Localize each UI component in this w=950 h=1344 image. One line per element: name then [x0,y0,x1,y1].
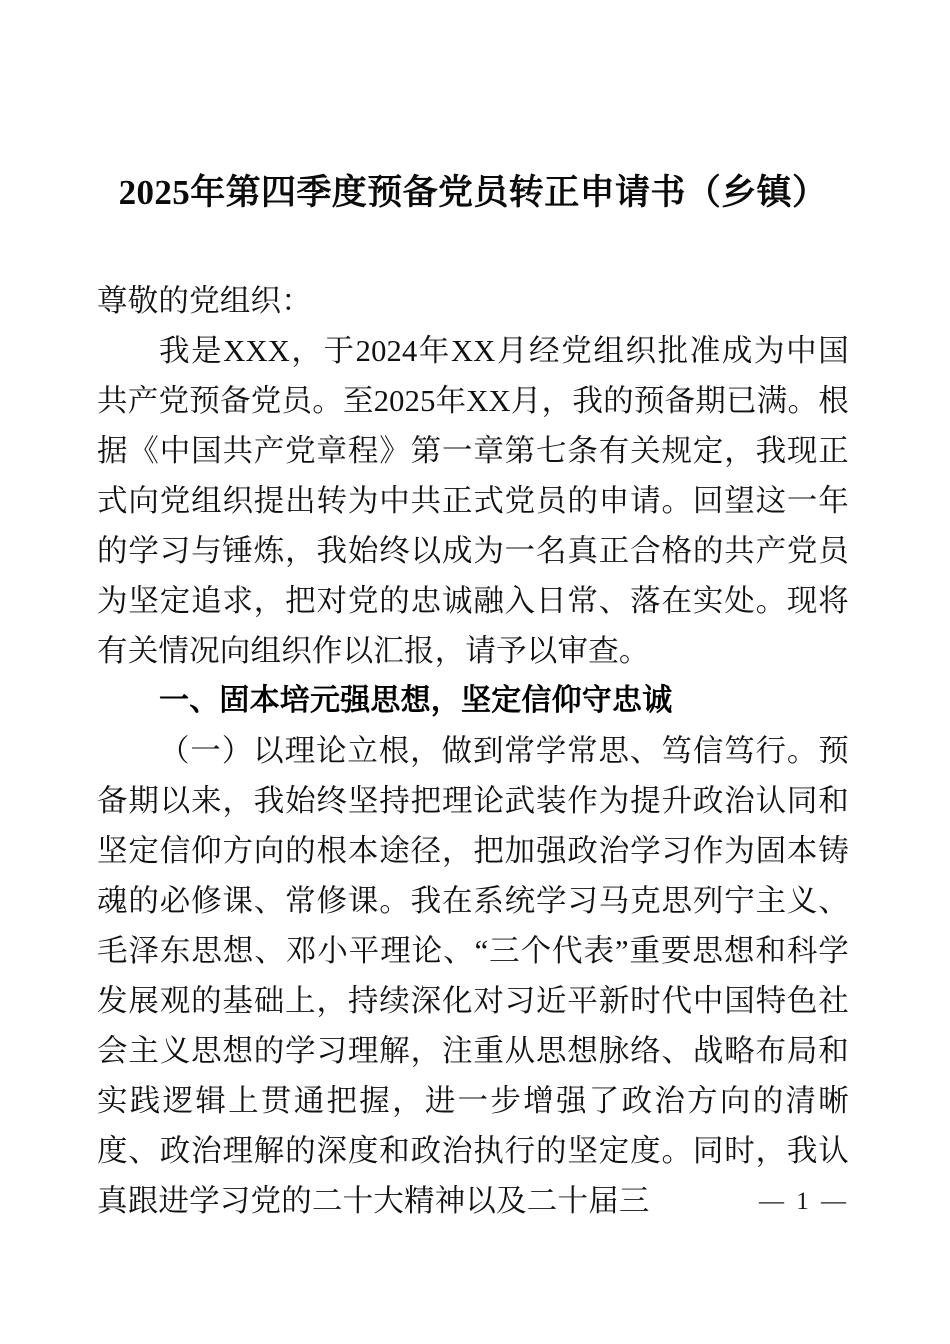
section-heading-one: 一、固本培元强思想，坚定信仰守忠诚 [159,684,673,717]
salutation-paragraph: 尊敬的党组织： [97,284,312,318]
section-one-item-one-paragraph: （一）以理论立根，做到常学常思、笃信笃行。预备期以来，我始终坚持把理论武装作为提升政治认同和坚定信仰方向的根本途径，把加强政治学习作为固本铸魂的必修课、常修课。我在系统学习马克思列宁主义、毛泽东思想、邓小平理论、“三个代表”重要思想和科学发展观的基础上，持续深化对习近平新时代中国特色社会主义思想的学习理解，注重从思想脉络、战略布局和实践逻辑上贯通把握，进一步增强了政治方向的清晰度、政治理解的深度和政治执行的坚定度。同时，我认真跟进学习党的二十大精神以及二十届三 [97,734,849,1218]
page-title: 2025年第四季度预备党员转正申请书（乡镇） [118,173,828,212]
page-number: — 1 — [759,1188,849,1215]
opening-paragraph: 我是XXX，于2024年XX月经党组织批准成为中国共产党预备党员。至2025年XX月，我的预备期已满。根据《中国共产党章程》第一章第七条有关规定，我现正式向党组织提出转为中共正式党员的申请。回望这一年的学习与锤炼，我始终以成为一名真正合格的共产党员为坚定追求，把对党的忠诚融入日常、落在实处。现将有关情况向组织作以汇报，请予以审查。 [97,334,849,668]
document-body [97,276,849,1226]
